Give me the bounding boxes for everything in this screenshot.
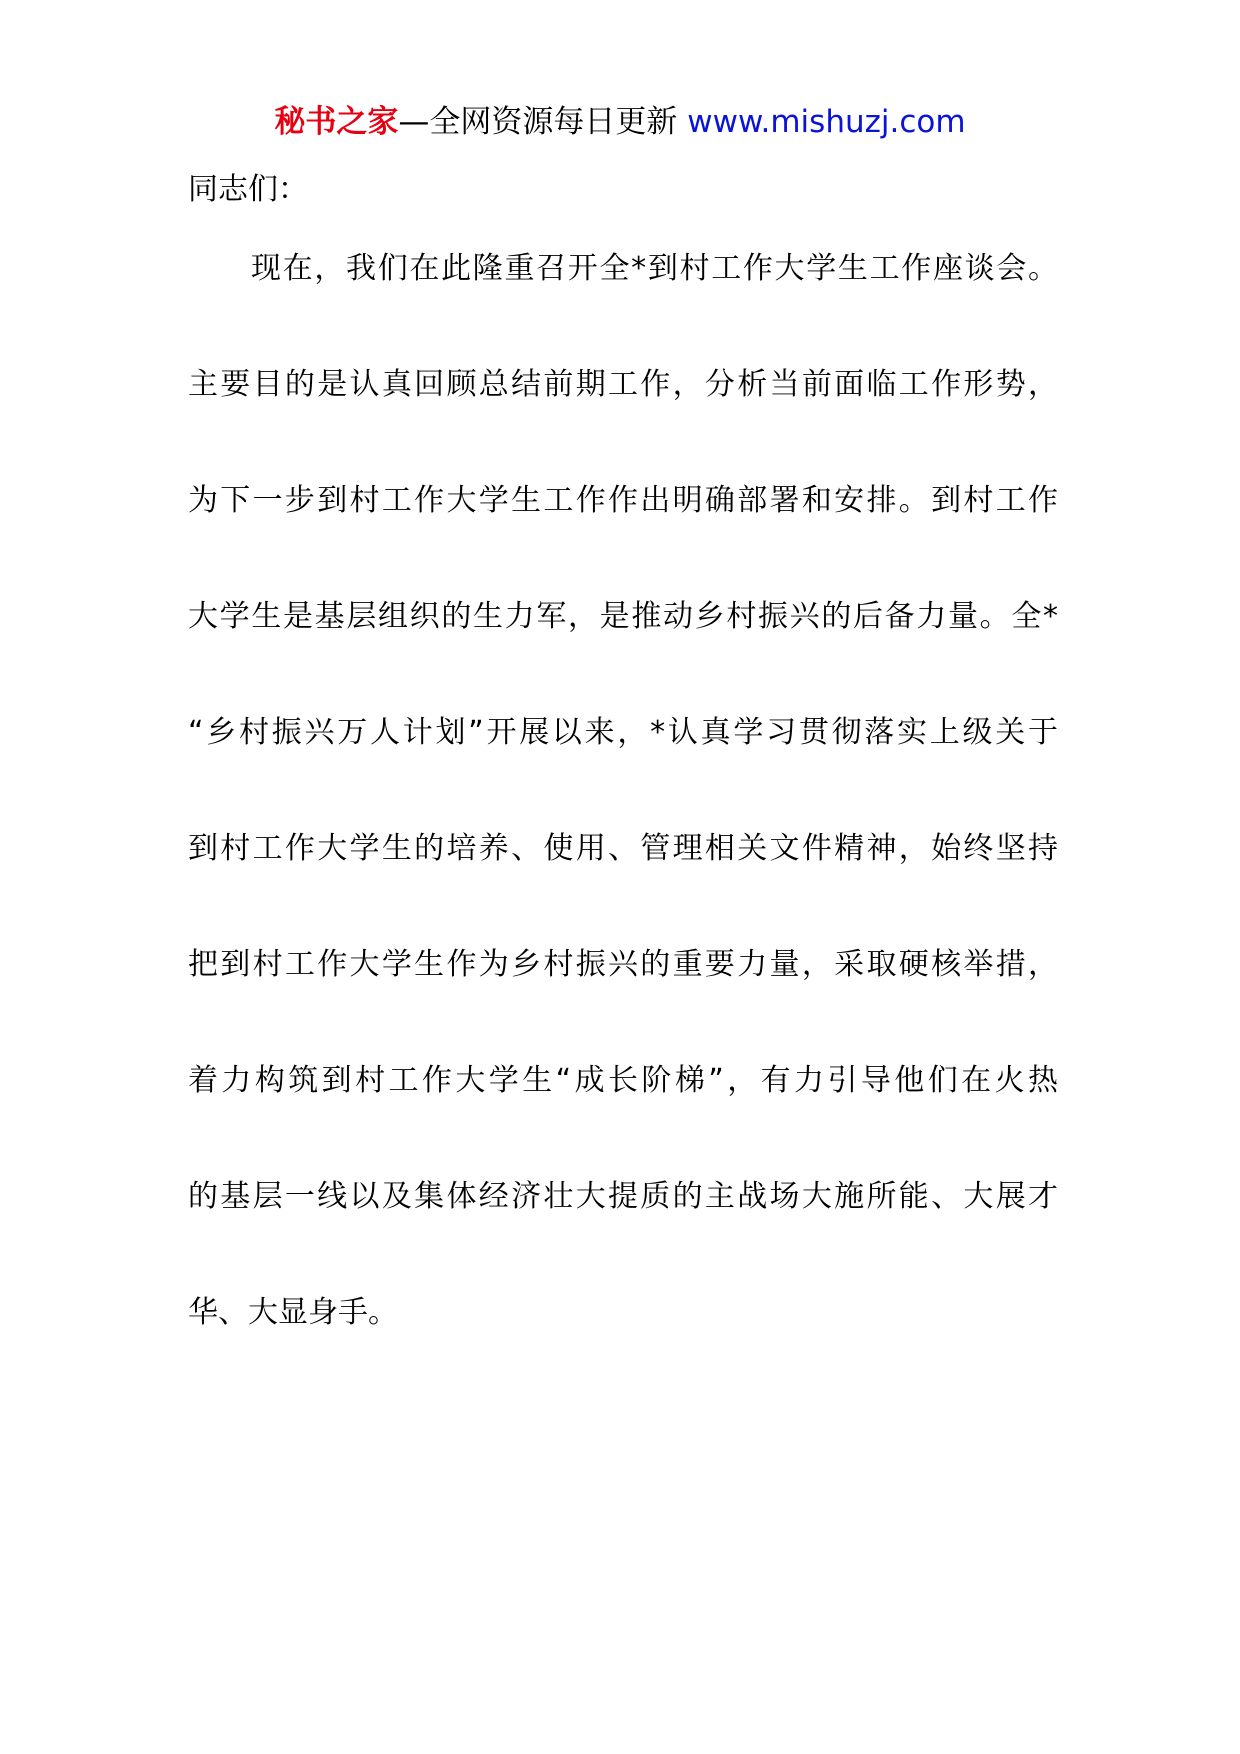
paragraph-line: 把到村工作大学生作为乡村振兴的重要力量，采取硬核举措，	[188, 947, 1058, 982]
paragraph-line: 的基层一线以及集体经济壮大提质的主战场大施所能、大展才	[188, 1179, 1058, 1214]
site-slogan: —全网资源每日更新	[398, 104, 678, 140]
paragraph-line: “乡村振兴万人计划”开展以来，*认真学习贯彻落实上级关于	[188, 715, 1058, 750]
site-header	[0, 100, 1240, 144]
site-brand: 秘书之家	[274, 104, 399, 140]
paragraph-line: 大学生是基层组织的生力军，是推动乡村振兴的后备力量。全*	[188, 599, 1058, 634]
paragraph-line: 到村工作大学生的培养、使用、管理相关文件精神，始终坚持	[188, 831, 1058, 866]
paragraph-line: 主要目的是认真回顾总结前期工作，分析当前面临工作形势，	[188, 367, 1058, 402]
paragraph-line: 着力构筑到村工作大学生“成长阶梯”，有力引导他们在火热	[188, 1063, 1058, 1098]
paragraph-line: 为下一步到村工作大学生工作作出明确部署和安排。到村工作	[188, 483, 1058, 518]
paragraph-line: 现在，我们在此隆重召开全*到村工作大学生工作座谈会。	[251, 251, 1058, 286]
paragraph-line: 华、大显身手。	[188, 1295, 398, 1330]
site-url-link[interactable]: www.mishuzj.com	[687, 104, 966, 140]
document-body	[188, 168, 1058, 1330]
salutation: 同志们：	[188, 172, 308, 207]
